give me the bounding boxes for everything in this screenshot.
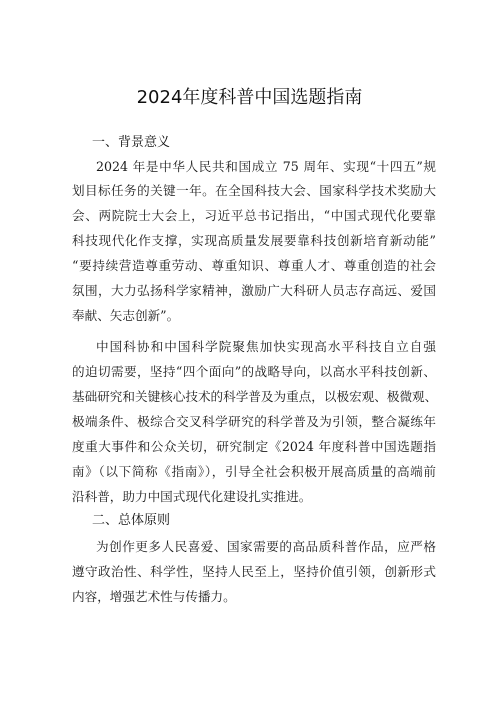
paragraph-line: 奉献、矢志创新”。 bbox=[72, 308, 180, 323]
section-heading-background: 一、背景意义 bbox=[92, 135, 171, 150]
paragraph-line: 遵守政治性、科学性，坚持人民至上，坚持价值引领，创新形式 bbox=[72, 564, 436, 579]
paragraph-line: 基础研究和关键核心技术的科学普及为重点，以极宏观、极微观、 bbox=[72, 389, 438, 404]
paragraph-line: 南》（以下简称《指南》），引导全社会积极开展高质量的高端前 bbox=[72, 464, 436, 479]
paragraph-line: 划目标任务的关键一年。在全国科技大会、国家科学技术奖励大 bbox=[72, 183, 436, 198]
paragraph-line: “要持续营造尊重劳动、尊重知识、尊重人才、尊重创造的社会 bbox=[72, 258, 436, 273]
paragraph-line: 科技现代化作支撑，实现高质量发展要靠科技创新培育新动能” bbox=[72, 233, 436, 248]
paragraph-line: 的迫切需要，坚持“四个面向”的战略导向，以高水平科技创新、 bbox=[72, 364, 436, 379]
paragraph-line: 度重大事件和公众关切，研究制定《2024 年度科普中国选题指 bbox=[72, 439, 436, 454]
paragraph-line: 会、两院院士大会上，习近平总书记指出，“中国式现代化要靠 bbox=[72, 208, 436, 223]
paragraph-line: 氛围，大力弘扬科学家精神，激励广大科研人员志存高远、爱国 bbox=[72, 283, 436, 298]
section-heading-principles: 二、总体原则 bbox=[92, 513, 171, 528]
paragraph-line: 中国科协和中国科学院聚焦加快实现高水平科技自立自强 bbox=[96, 339, 436, 354]
paragraph-line: 内容，增强艺术性与传播力。 bbox=[72, 589, 236, 604]
paragraph-line: 极端条件、极综合交叉科学研究的科学普及为引领，整合凝练年 bbox=[72, 414, 436, 429]
document-title: 2024年度科普中国选题指南 bbox=[136, 87, 363, 108]
paragraph-line: 沿科普，助力中国式现代化建设扎实推进。 bbox=[72, 489, 312, 504]
paragraph-line: 为创作更多人民喜爱、国家需要的高品质科普作品，应严格 bbox=[96, 539, 436, 554]
paragraph-line: 2024 年是中华人民共和国成立 75 周年、实现“十四五”规 bbox=[96, 159, 436, 174]
